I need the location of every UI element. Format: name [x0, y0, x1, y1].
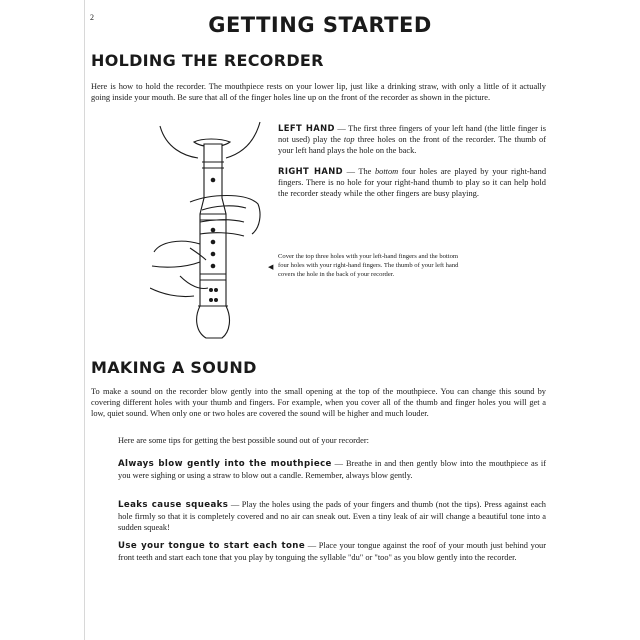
sound-intro-paragraph: To make a sound on the recorder blow gently into the small opening at the top of the mouthpiece. You can change this sound by covering different holes with your thumb and fingers. For example, when you cover all of the thumb and finger holes you will get a low, quiet sound. When only one or two holes are covered the sound will be higher and much louder. — [91, 387, 546, 418]
page-title: GETTING STARTED — [208, 13, 432, 37]
right-hand-text-a: — The — [343, 167, 375, 176]
tip-blow-gently — [118, 458, 546, 481]
recorder-illustration — [150, 118, 270, 348]
tip-leaks — [118, 499, 546, 533]
tip-tongue — [118, 540, 546, 563]
tip-text: — Breathe in and then gently blow into the mouthpiece as if you were sighing or using a straw to blow out a candle. Remember, always blow gently. — [118, 459, 546, 480]
caption-arrow-icon: ◀ — [268, 263, 274, 271]
tip-lead: Always blow gently into the mouthpiece — [118, 459, 332, 469]
left-hand-emphasis: top — [343, 135, 355, 144]
illustration-caption: Cover the top three holes with your left-hand fingers and the bottom four holes with your right-hand fingers. The thumb of your left hand covers the hole in the back of your recorder. — [278, 253, 459, 279]
right-hand-text-b: four holes are played by your right-hand fingers. There is no hole for your right-hand thumb to play so it can help hold the recorder steady while the other fingers are busy playing. — [278, 167, 547, 198]
left-hand-text-b: three holes on the front of the recorder. The thumb of your left hand plays the hole on the back. — [278, 135, 546, 155]
tips-intro: Here are some tips for getting the best possible sound out of your recorder: — [118, 436, 369, 445]
section-heading-sound: MAKING A SOUND — [91, 358, 257, 377]
right-hand-emphasis: bottom — [374, 167, 399, 176]
tip-lead: Leaks cause squeaks — [118, 500, 229, 510]
left-hand-lead: LEFT HAND — [278, 123, 335, 133]
left-hand-paragraph — [278, 123, 546, 156]
tip-text: — Play the holes using the pads of your fingers and thumb (not the tips). Press against each hole firmly so that it is completely covered and no air can sneak out. Even a tiny leak of air will change a beautiful tone into a sudden squeak! — [118, 500, 546, 532]
right-hand-lead: RIGHT HAND — [278, 166, 344, 176]
left-hand-text-a: — The first three fingers of your left hand (the little finger is not used) play the — [278, 124, 547, 144]
tip-text: — Place your tongue against the roof of your mouth just behind your front teeth and start each tone that you play by tonguing the syllable "du" or "too" as you blow gently into the recorder. — [118, 541, 546, 562]
section-heading-holding: HOLDING THE RECORDER — [91, 51, 324, 70]
tip-lead: Use your tongue to start each tone — [118, 541, 306, 551]
page-number: 2 — [90, 13, 94, 22]
right-hand-paragraph — [278, 166, 546, 199]
holding-intro-paragraph: Here is how to hold the recorder. The mouthpiece rests on your lower lip, just like a drinking straw, with only a little of it actually going inside your mouth. Be sure that all of the finger holes line up on the front of the recorder as shown in the picture. — [91, 82, 546, 102]
